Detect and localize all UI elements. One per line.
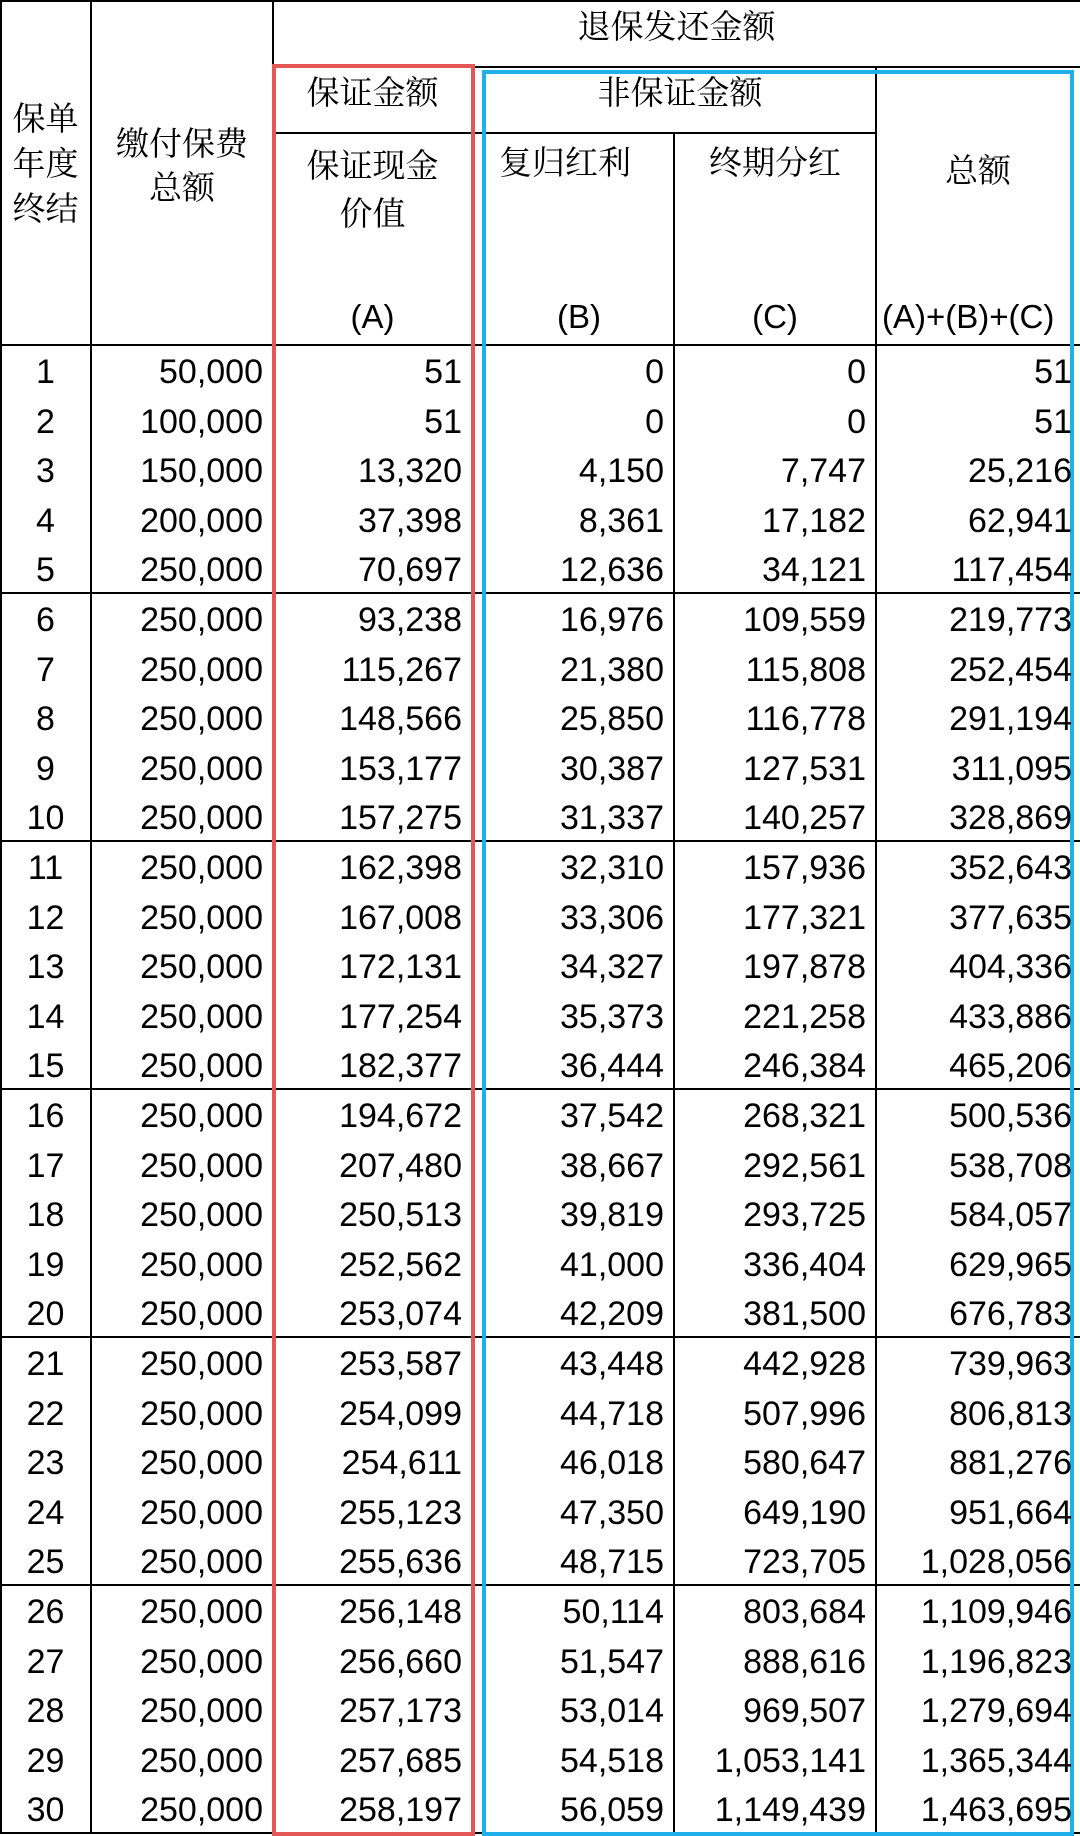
cell-guaranteed-cash-value: 250,513 <box>339 1196 462 1235</box>
cell-guaranteed-cash-value: 253,074 <box>339 1295 462 1334</box>
cell-reversionary-bonus: 48,715 <box>560 1543 664 1582</box>
cell-total: 252,454 <box>949 650 1072 689</box>
cell-year: 3 <box>36 452 55 491</box>
cell-total: 51 <box>1034 402 1072 441</box>
cell-terminal-dividend: 115,808 <box>745 650 866 689</box>
cell-premium: 250,000 <box>140 849 263 887</box>
cell-guaranteed-cash-value: 37,398 <box>358 501 462 540</box>
cell-total: 739,963 <box>949 1345 1072 1383</box>
cell-total: 1,463,695 <box>920 1791 1072 1830</box>
cell-reversionary-bonus: 21,380 <box>560 650 664 689</box>
cell-total: 881,276 <box>949 1444 1072 1483</box>
cell-guaranteed-cash-value: 13,320 <box>358 452 462 491</box>
cell-year: 8 <box>36 700 55 739</box>
cell-reversionary-bonus: 34,327 <box>560 948 664 987</box>
cell-reversionary-bonus: 30,387 <box>560 749 664 788</box>
cell-premium: 250,000 <box>140 700 263 739</box>
cell-reversionary-bonus: 38,667 <box>560 1146 664 1185</box>
cell-premium: 250,000 <box>140 1394 263 1433</box>
header-total-premium: 缴付保费 总额 <box>116 124 248 207</box>
cell-reversionary-bonus: 41,000 <box>560 1245 664 1284</box>
cell-total: 25,216 <box>968 452 1072 491</box>
cell-terminal-dividend: 268,321 <box>743 1097 866 1135</box>
cell-guaranteed-cash-value: 182,377 <box>339 1047 462 1086</box>
cell-reversionary-bonus: 42,209 <box>560 1295 664 1334</box>
cell-guaranteed-cash-value: 51 <box>424 402 462 441</box>
cell-year: 30 <box>26 1791 65 1830</box>
cell-reversionary-bonus: 39,819 <box>560 1196 664 1235</box>
cell-reversionary-bonus: 33,306 <box>560 898 664 937</box>
cell-year: 6 <box>36 601 55 639</box>
cell-total: 404,336 <box>949 948 1072 987</box>
cell-total: 51 <box>1034 353 1072 391</box>
cell-terminal-dividend: 0 <box>847 353 866 391</box>
cell-terminal-dividend: 888,616 <box>743 1642 866 1681</box>
cell-guaranteed-cash-value: 258,197 <box>339 1791 462 1830</box>
label-a: (A) <box>350 298 395 335</box>
cell-terminal-dividend: 969,507 <box>743 1692 866 1731</box>
cell-reversionary-bonus: 36,444 <box>560 1047 664 1086</box>
cell-guaranteed-cash-value: 207,480 <box>339 1146 462 1185</box>
cell-guaranteed-cash-value: 115,267 <box>341 650 462 689</box>
cell-year: 22 <box>26 1394 65 1433</box>
cell-year: 16 <box>26 1097 65 1135</box>
cell-guaranteed-cash-value: 253,587 <box>339 1345 462 1383</box>
cell-year: 7 <box>36 650 55 689</box>
cell-total: 951,664 <box>949 1493 1072 1532</box>
cell-guaranteed-cash-value: 255,123 <box>339 1493 462 1532</box>
cell-premium: 250,000 <box>140 898 263 937</box>
header-guaranteed-cash-value: 保证现金 价值 <box>306 146 439 233</box>
cell-reversionary-bonus: 43,448 <box>560 1345 664 1383</box>
cell-premium: 100,000 <box>140 402 263 441</box>
cell-total: 219,773 <box>949 601 1072 639</box>
cell-guaranteed-cash-value: 252,562 <box>339 1245 462 1284</box>
cell-premium: 250,000 <box>140 1791 263 1830</box>
cell-reversionary-bonus: 35,373 <box>560 997 664 1036</box>
cell-total: 352,643 <box>949 849 1072 887</box>
cell-year: 17 <box>26 1146 65 1185</box>
cell-year: 24 <box>26 1493 65 1532</box>
cell-terminal-dividend: 803,684 <box>743 1593 866 1631</box>
cell-terminal-dividend: 293,725 <box>743 1196 866 1235</box>
cell-premium: 250,000 <box>140 1741 263 1780</box>
cell-year: 11 <box>27 849 64 887</box>
cell-guaranteed-cash-value: 256,660 <box>339 1642 462 1681</box>
cell-premium: 250,000 <box>140 1047 263 1086</box>
header-terminal-dividend: 终期分红 <box>709 143 841 182</box>
cell-total: 584,057 <box>949 1196 1072 1235</box>
cell-premium: 250,000 <box>140 1245 263 1284</box>
cell-premium: 250,000 <box>140 1493 263 1532</box>
cell-year: 2 <box>36 402 55 441</box>
cell-premium: 250,000 <box>140 997 263 1036</box>
header-non-guaranteed-amount: 非保证金额 <box>597 73 763 112</box>
cell-total: 465,206 <box>949 1047 1072 1086</box>
cell-year: 26 <box>26 1593 65 1631</box>
cell-year: 21 <box>26 1345 65 1383</box>
cell-total: 117,454 <box>951 551 1072 590</box>
cell-year: 18 <box>26 1196 65 1235</box>
cell-reversionary-bonus: 46,018 <box>560 1444 664 1483</box>
cell-guaranteed-cash-value: 51 <box>424 353 462 391</box>
cell-total: 629,965 <box>949 1245 1072 1284</box>
header-total: 总额 <box>945 151 1011 190</box>
cell-terminal-dividend: 127,531 <box>743 749 866 788</box>
cell-premium: 250,000 <box>140 601 263 639</box>
cell-total: 1,279,694 <box>920 1692 1072 1731</box>
cell-premium: 250,000 <box>140 551 263 590</box>
cell-total: 1,365,344 <box>920 1741 1072 1780</box>
header-surrender-value: 退保发还金额 <box>577 7 776 46</box>
grid-header-bottom <box>0 344 1080 346</box>
cell-total: 328,869 <box>949 799 1072 838</box>
cell-year: 13 <box>26 948 65 987</box>
cell-guaranteed-cash-value: 256,148 <box>339 1593 462 1631</box>
cell-guaranteed-cash-value: 254,611 <box>341 1444 462 1483</box>
cell-terminal-dividend: 1,149,439 <box>714 1791 866 1830</box>
cell-terminal-dividend: 140,257 <box>743 799 866 838</box>
cell-guaranteed-cash-value: 167,008 <box>339 898 462 937</box>
cell-terminal-dividend: 649,190 <box>743 1493 866 1532</box>
cell-terminal-dividend: 381,500 <box>743 1295 866 1334</box>
cell-guaranteed-cash-value: 93,238 <box>358 601 462 639</box>
cell-year: 5 <box>36 551 55 590</box>
cell-total: 433,886 <box>949 997 1072 1036</box>
cell-guaranteed-cash-value: 255,636 <box>339 1543 462 1582</box>
label-total: (A)+(B)+(C) <box>882 298 1055 335</box>
cell-total: 806,813 <box>949 1394 1072 1433</box>
label-b: (B) <box>557 298 601 335</box>
cell-reversionary-bonus: 47,350 <box>560 1493 664 1532</box>
cell-terminal-dividend: 197,878 <box>743 948 866 987</box>
header-guaranteed-amount: 保证金额 <box>306 73 439 112</box>
cell-premium: 250,000 <box>140 1097 263 1135</box>
cell-terminal-dividend: 723,705 <box>743 1543 866 1582</box>
cell-reversionary-bonus: 16,976 <box>560 601 664 639</box>
cell-premium: 250,000 <box>140 1642 263 1681</box>
cell-total: 291,194 <box>949 700 1072 739</box>
grid-top-border <box>0 0 1080 2</box>
cell-guaranteed-cash-value: 177,254 <box>339 997 462 1036</box>
cell-terminal-dividend: 7,747 <box>780 452 866 491</box>
cell-reversionary-bonus: 31,337 <box>560 799 664 838</box>
cell-premium: 250,000 <box>140 1196 263 1235</box>
cell-reversionary-bonus: 0 <box>645 353 664 391</box>
cell-terminal-dividend: 246,384 <box>743 1047 866 1086</box>
cell-year: 1 <box>36 353 55 391</box>
cell-total: 1,028,056 <box>920 1543 1072 1582</box>
cell-guaranteed-cash-value: 172,131 <box>339 948 462 987</box>
cell-premium: 250,000 <box>140 1345 263 1383</box>
cell-guaranteed-cash-value: 153,177 <box>339 749 462 788</box>
cell-terminal-dividend: 442,928 <box>743 1345 866 1383</box>
cell-reversionary-bonus: 54,518 <box>560 1741 664 1780</box>
cell-reversionary-bonus: 25,850 <box>560 700 664 739</box>
cell-terminal-dividend: 292,561 <box>743 1146 866 1185</box>
cell-total: 676,783 <box>949 1295 1072 1334</box>
cell-reversionary-bonus: 0 <box>645 402 664 441</box>
cell-year: 4 <box>36 501 55 540</box>
cell-reversionary-bonus: 51,547 <box>560 1642 664 1681</box>
cell-guaranteed-cash-value: 254,099 <box>339 1394 462 1433</box>
cell-total: 1,196,823 <box>920 1642 1072 1681</box>
label-c: (C) <box>752 298 798 335</box>
cell-premium: 250,000 <box>140 799 263 838</box>
cell-terminal-dividend: 34,121 <box>762 551 866 590</box>
cell-terminal-dividend: 221,258 <box>743 997 866 1036</box>
grid-header-split-1 <box>272 66 1080 68</box>
cell-guaranteed-cash-value: 157,275 <box>339 799 462 838</box>
header-policy-year-end: 保单 年度 终结 <box>12 99 79 228</box>
cell-year: 14 <box>26 997 65 1036</box>
cell-guaranteed-cash-value: 162,398 <box>339 849 462 887</box>
cell-premium: 250,000 <box>140 650 263 689</box>
cell-terminal-dividend: 17,182 <box>762 501 866 540</box>
cell-guaranteed-cash-value: 257,173 <box>339 1692 462 1731</box>
cell-terminal-dividend: 116,778 <box>745 700 866 739</box>
cell-reversionary-bonus: 37,542 <box>560 1097 664 1135</box>
cell-reversionary-bonus: 8,361 <box>578 501 664 540</box>
cell-guaranteed-cash-value: 148,566 <box>339 700 462 739</box>
cell-premium: 250,000 <box>140 948 263 987</box>
cell-year: 29 <box>26 1741 65 1780</box>
cell-year: 9 <box>36 749 55 788</box>
cell-total: 538,708 <box>949 1146 1072 1185</box>
cell-year: 20 <box>26 1295 65 1334</box>
cell-reversionary-bonus: 44,718 <box>560 1394 664 1433</box>
cell-terminal-dividend: 507,996 <box>743 1394 866 1433</box>
cell-terminal-dividend: 0 <box>847 402 866 441</box>
cell-total: 62,941 <box>968 501 1072 540</box>
cell-terminal-dividend: 109,559 <box>743 601 866 639</box>
cell-terminal-dividend: 336,404 <box>743 1245 866 1284</box>
cell-terminal-dividend: 177,321 <box>743 898 866 937</box>
cell-total: 500,536 <box>949 1097 1072 1135</box>
cell-year: 28 <box>26 1692 65 1731</box>
cell-year: 12 <box>26 898 65 937</box>
cell-year: 10 <box>26 799 65 838</box>
cell-guaranteed-cash-value: 257,685 <box>339 1741 462 1780</box>
grid-header-split-2 <box>272 132 876 134</box>
cell-guaranteed-cash-value: 194,672 <box>339 1097 462 1135</box>
cell-reversionary-bonus: 12,636 <box>560 551 664 590</box>
cell-terminal-dividend: 1,053,141 <box>714 1741 866 1780</box>
cell-total: 1,109,946 <box>920 1593 1072 1631</box>
cell-reversionary-bonus: 53,014 <box>560 1692 664 1731</box>
cell-year: 19 <box>26 1245 65 1284</box>
cell-year: 27 <box>26 1642 65 1681</box>
cell-year: 15 <box>26 1047 65 1086</box>
cell-reversionary-bonus: 4,150 <box>578 452 664 491</box>
cell-guaranteed-cash-value: 70,697 <box>358 551 462 590</box>
cell-terminal-dividend: 157,936 <box>743 849 866 887</box>
cell-reversionary-bonus: 50,114 <box>562 1593 664 1631</box>
cell-premium: 250,000 <box>140 1295 263 1334</box>
cell-year: 25 <box>26 1543 65 1582</box>
cell-premium: 250,000 <box>140 1444 263 1483</box>
cell-premium: 50,000 <box>159 353 263 391</box>
cell-total: 311,095 <box>951 749 1072 788</box>
cell-reversionary-bonus: 32,310 <box>560 849 664 887</box>
cell-premium: 250,000 <box>140 1692 263 1731</box>
cell-premium: 250,000 <box>140 1593 263 1631</box>
cell-premium: 250,000 <box>140 1146 263 1185</box>
header-reversionary-bonus: 复归红利 <box>499 143 631 182</box>
cell-year: 23 <box>26 1444 65 1483</box>
cell-premium: 150,000 <box>140 452 263 491</box>
cell-premium: 250,000 <box>140 749 263 788</box>
cell-premium: 200,000 <box>140 501 263 540</box>
cell-total: 377,635 <box>949 898 1072 937</box>
cell-terminal-dividend: 580,647 <box>743 1444 866 1483</box>
cell-reversionary-bonus: 56,059 <box>560 1791 664 1830</box>
cell-premium: 250,000 <box>140 1543 263 1582</box>
